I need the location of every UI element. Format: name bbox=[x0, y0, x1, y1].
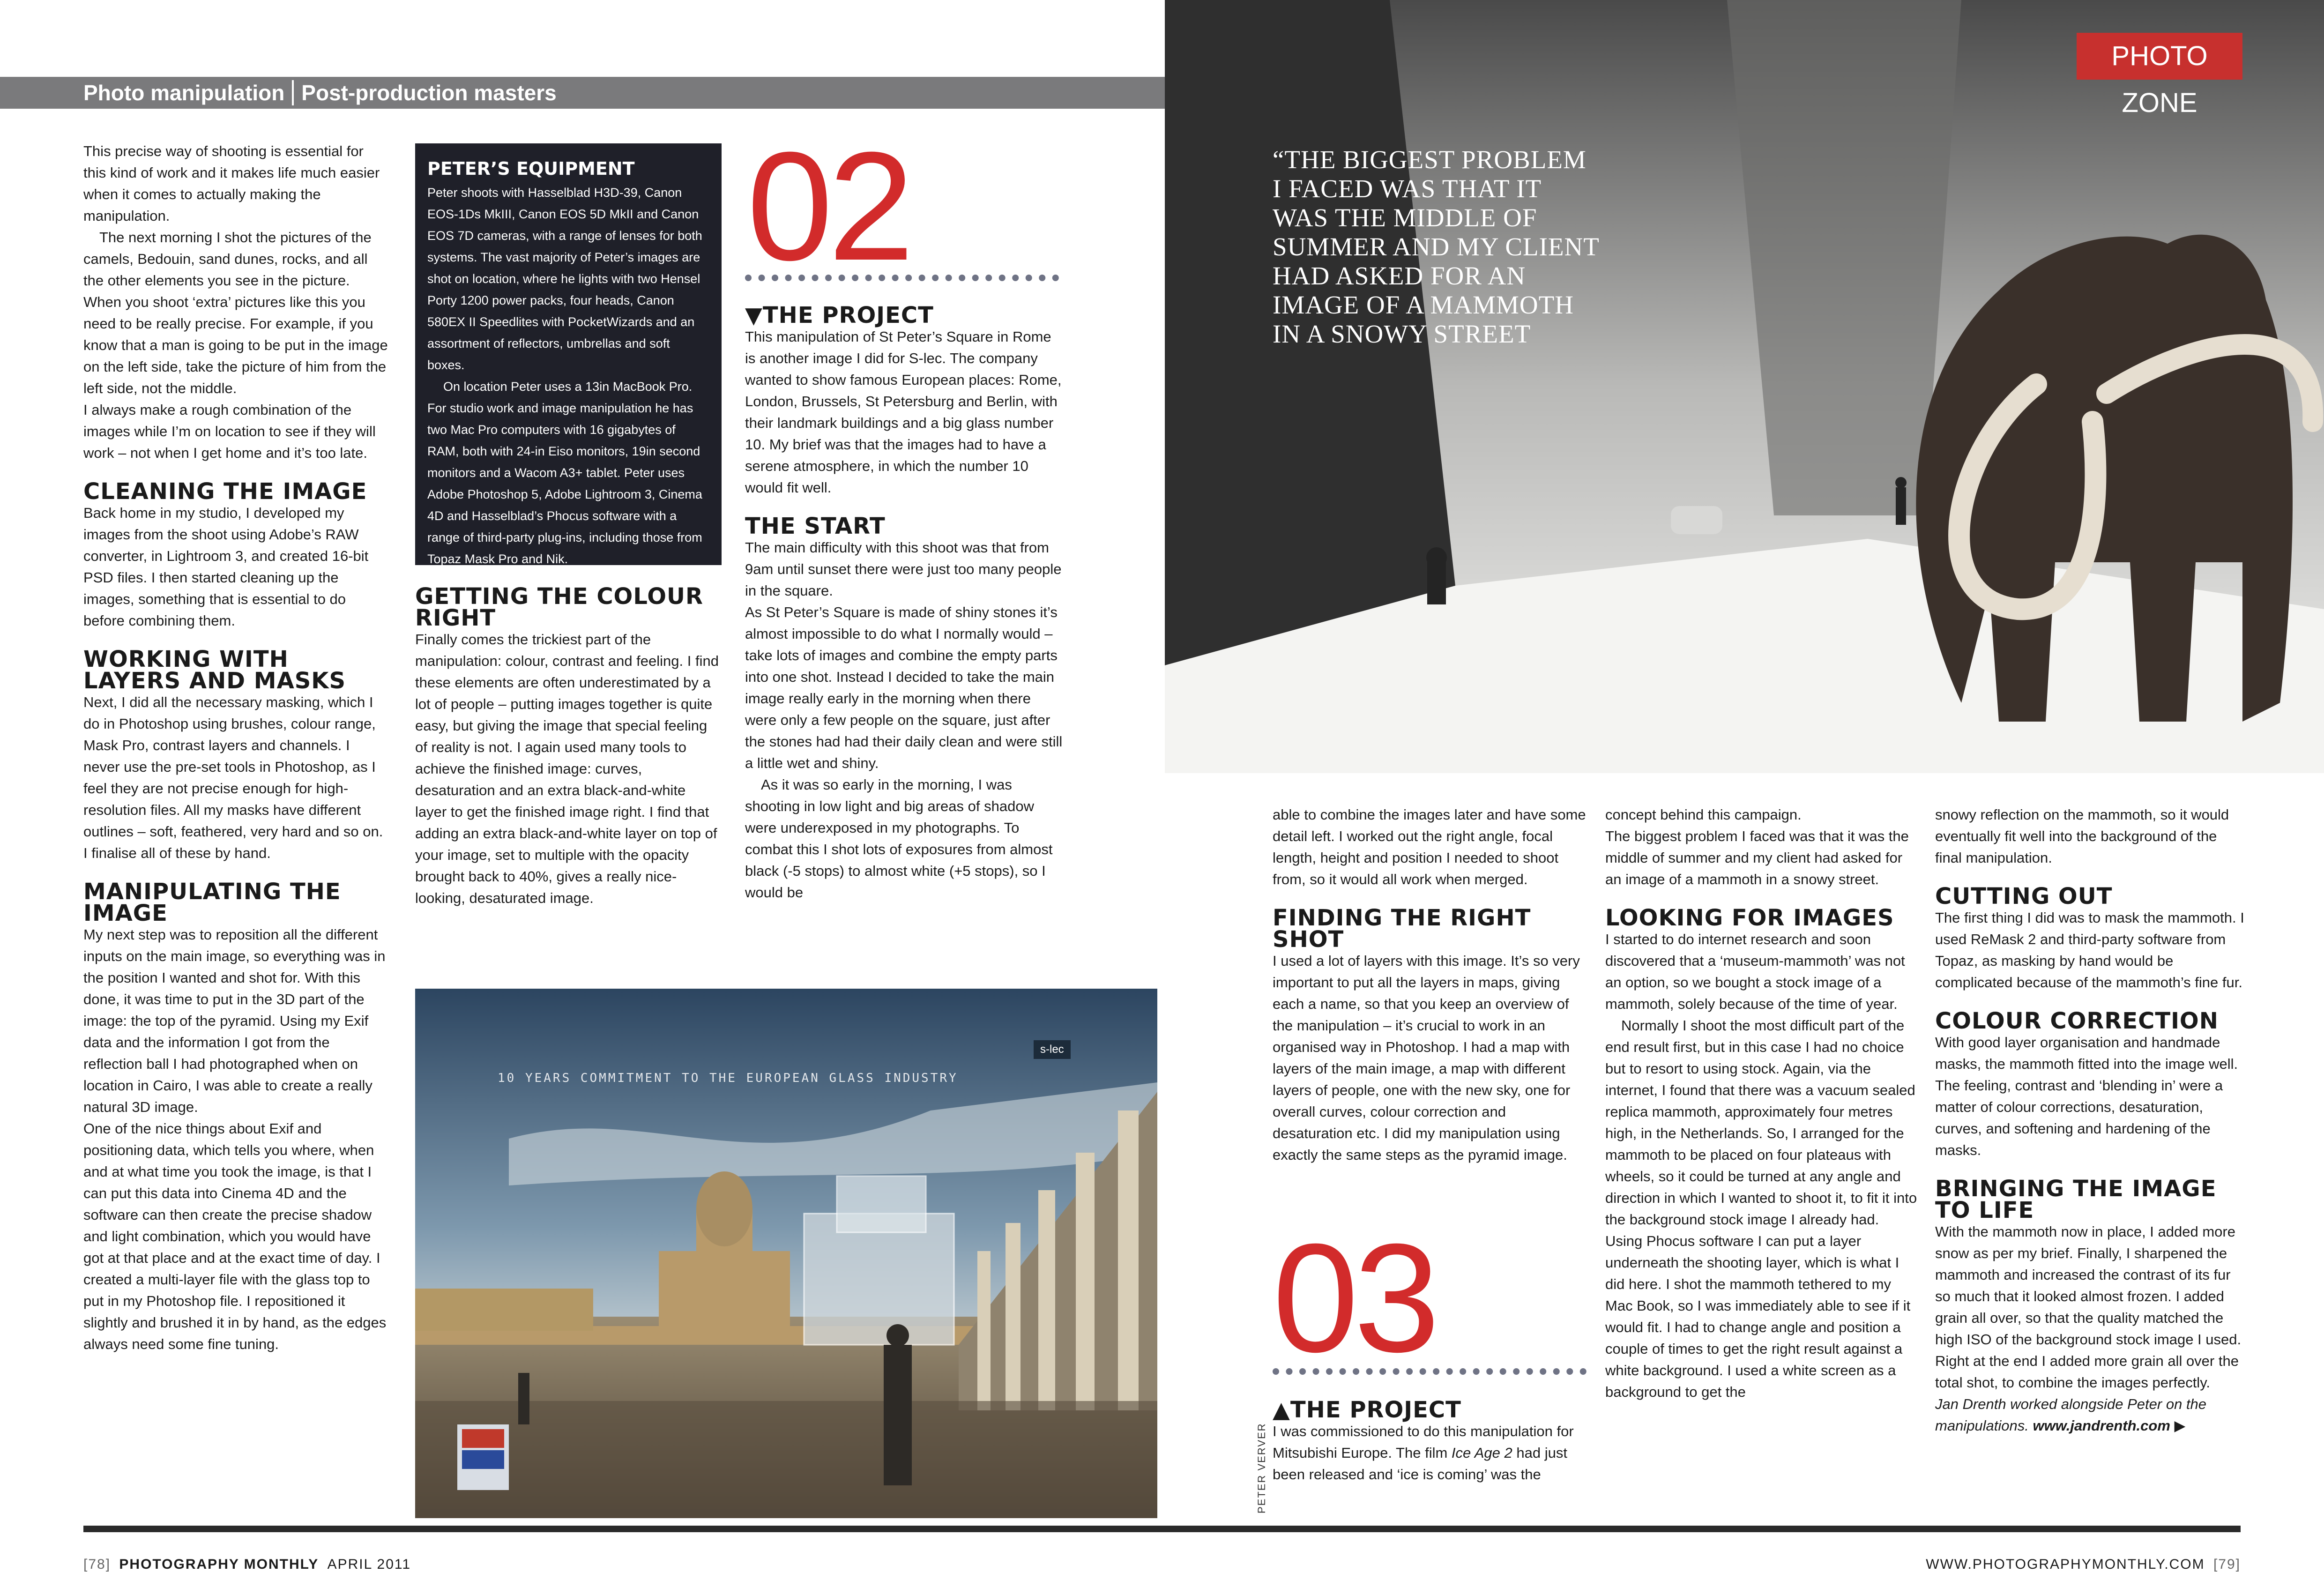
colour-right-text: Finally comes the trickiest part of the manipulation: colour, contrast and feeling. I find these elements are often underestimated by a lot of people – putting images together is quite easy, but giving the image that special feeling of reality is not. I again used many tools to achieve the finished image: curves, desaturation and an extra black-and-white layer to get the finished image right. I find that adding an extra black-and-white layer on top of your image, set to multiple with the opacity brought back to 40%, gives a really nice-looking, desaturated image. bbox=[415, 631, 719, 906]
finding-text: I used a lot of layers with this image. It’s so very important to put all the layers in maps, giving each a name, so that you keep an overview of the manipulation – it’s crucial to work in an organised way in Photoshop. I had a map with layers of the main image, a map with different layers of people, one with the new sky, one for overall curves, colour correction and desaturation etc. I did my manipulation using exactly the same steps as the pyramid image. bbox=[1273, 953, 1580, 1163]
start-text-3: As it was so early in the morning, I was shooting in low light and big areas of shadow were underexposed in my photographs. To combat this I shot lots of exposures from almost black (-5 stops) to almost white (+5 stops), so I would be bbox=[745, 776, 1053, 901]
column-4 bbox=[1273, 804, 1587, 1166]
intro-paragraph-3: I always make a rough combination of the images while I’m on location to see if they will work – not when I get home and it’s too late. bbox=[83, 402, 376, 461]
end-mark-icon: ▶ bbox=[2174, 1417, 2186, 1434]
heading-finding: FINDING THE RIGHT SHOT bbox=[1273, 905, 1531, 953]
col5-text-2: The biggest problem I faced was that it was the middle of summer and my client had asked for an image of a mammoth in a snowy street. bbox=[1605, 828, 1909, 887]
manipulating-text-2: One of the nice things about Exif and positioning data, which tells you where, when and at what time you took the image, is that I can put this data into Cinema 4D and the software can then create the precise shadow and light combination, which you would have got at that place and at the exact time of day. I created a multi-layer file with the glass top to put in my Photoshop file. I repositioned it slightly and brushed it in by hand, as the edges always need some fine tuning. bbox=[83, 1120, 387, 1352]
start-text-1: The main difficulty with this shoot was that from 9am until sunset there were just too many people in the square. bbox=[745, 539, 1062, 599]
equipment-text-2: On location Peter uses a 13in MacBook Pro. For studio work and image manipulation he has two Mac Pro computers with 16 gigabytes of RAM, both with 24-in Eiso monitors, 19in second monitors and a Wacom A3+ tablet. Peter uses Adobe Photoshop 5, Adobe Lightroom 3, Cinema 4D and Hasselblad’s Phocus software with a range of third-party plug-ins, including those from Topaz Mask Pro and Nik. bbox=[427, 380, 702, 566]
intro-paragraph-2: The next morning I shot the pictures of the camels, Bedouin, sand dunes, rocks, and all the other elements you see in the picture. When you shoot ‘extra’ pictures like this you need to be really precise. For example, if you know that a man is going to be put in the image on the left side, take the picture of him from the left side, not the middle. bbox=[83, 229, 388, 396]
dotted-rule bbox=[745, 275, 1059, 281]
bringing-text: With the mammoth now in place, I added more snow as per my brief. Finally, I sharpened the mammoth and increased the contrast of its fur so much that it looked almost frozen. I added grain all over, so that the quality matched the high ISO of the background stock image I used. Right at the end I added more grain all over the total shot, to combine the images perfectly. bbox=[1935, 1223, 2242, 1391]
footer-left bbox=[83, 1557, 411, 1573]
column-5 bbox=[1605, 804, 1919, 1403]
page-number-right: [79] bbox=[2213, 1557, 2241, 1572]
looking-text-1: I started to do internet research and soon discovered that a ‘museum-mammoth’ was not an option, so we bought a stock image of a mammoth, solely because of the time of year. bbox=[1605, 931, 1905, 1012]
byline: Jan Drenth worked alongside Peter on the manipulations. www.jandrenth.com ▶ bbox=[1935, 1396, 2207, 1434]
pull-quote: “THE BIGGEST PROBLEM I FACED WAS THAT IT WAS THE MIDDLE OF SUMMER AND MY CLIENT HAD ASKED FOR AN IMAGE OF A MAMMOTH IN A SNOWY STREET bbox=[1273, 145, 1599, 348]
section-header-label bbox=[83, 77, 557, 109]
heading-cleaning: CLEANING THE IMAGE bbox=[83, 478, 367, 505]
page-number-left: [78] bbox=[83, 1557, 111, 1572]
heading-layers: WORKING WITH LAYERS AND MASKS bbox=[83, 646, 346, 694]
heading-cutting: CUTTING OUT bbox=[1935, 883, 2113, 909]
column-1 bbox=[83, 141, 388, 1355]
col5-continued-text: concept behind this campaign. bbox=[1605, 806, 1802, 823]
number-02: 02 bbox=[747, 119, 910, 292]
dotted-rule-2 bbox=[1273, 1368, 1587, 1375]
cleaning-text: Back home in my studio, I developed my images from the shoot using Adobe’s RAW converter, in Lightroom 3, and created 16-bit PSD files. I then started cleaning up the images, something that is essential to do before combining them. bbox=[83, 505, 369, 629]
col6-continued-text: snowy reflection on the mammoth, so it would eventually fit well into the background of the final manipulation. bbox=[1935, 806, 2229, 866]
heading-project-02: ▼THE PROJECT bbox=[745, 302, 934, 328]
looking-text-2: Normally I shoot the most difficult part of the end result first, but in this case I had no choice but to resort to using stock. Again, via the internet, I found that there was a vacuum sealed replica mammoth, approximately four metres high, in the Netherlands. So, I arranged for the mammoth to be placed on four plateaus with wheels, so it could be turned at any angle and direction in which I wanted to shoot it, to fit it into the background stock image I already had. Using Phocus software I can put a layer underneath the shooting layer, which is what I did here. I shot the mammoth tethered to my Mac Book, so I was immediately able to see if it would fit. I had to change angle and position a couple of times to get the right result against a white background. I used a white screen as a background to get the bbox=[1605, 1017, 1917, 1400]
layers-text: Next, I did all the necessary masking, which I do in Photoshop using brushes, colour range, Mask Pro, contrast layers and channels. I never use the pre-set tools in Photoshop, as I feel they are not precise enough for high-resolution files. All my masks have different outlines – soft, feathered, very hard and so on. I finalise all of these by hand. bbox=[83, 694, 383, 861]
heading-project-03: ▲THE PROJECT bbox=[1273, 1397, 1461, 1423]
section-name: Photo manipulation bbox=[83, 81, 285, 105]
project-03-text: I was commissioned to do this manipulation for Mitsubishi Europe. The film Ice Age 2 had just been released and ‘ice is coming’ was the bbox=[1273, 1423, 1574, 1483]
column-3 bbox=[745, 302, 1064, 903]
heading-colour-correction: COLOUR CORRECTION bbox=[1935, 1008, 2219, 1034]
section-divider bbox=[292, 80, 294, 105]
bottom-rule bbox=[83, 1526, 2241, 1532]
photo-credit: PETER VERVER bbox=[1256, 1423, 1267, 1513]
cutting-text: The first thing I did was to mask the mammoth. I used ReMask 2 and third-party software from Topaz, as masking by hand would be complicated because of the mammoth’s fine fur. bbox=[1935, 909, 2244, 991]
project-02-text: This manipulation of St Peter’s Square in Rome is another image I did for S-lec. The company wanted to show famous European places: Rome, London, Brussels, St Petersburg and Berlin, with their landmark buildings and a big glass number 10. My brief was that the images had to have a serene atmosphere, in which the number 10 would fit well. bbox=[745, 328, 1062, 496]
colour-correction-text: With good layer organisation and handmade masks, the mammoth fitted into the image well. The feeling, contrast and ‘blending in’ were a matter of colour corrections, desaturation, curves, and softening and hardening of the masks. bbox=[1935, 1034, 2238, 1158]
byline-url[interactable]: www.jandrenth.com bbox=[2033, 1417, 2170, 1434]
col4-continued-text: able to combine the images later and have some detail left. I worked out the right angle, focal length, height and position I needed to shoot from, so it would all work when merged. bbox=[1273, 806, 1586, 887]
magazine-name: PHOTOGRAPHY MONTHLY bbox=[119, 1557, 319, 1572]
heading-bringing: BRINGING THE IMAGE TO LIFE bbox=[1935, 1176, 2217, 1223]
heading-colour-right: GETTING THE COLOUR RIGHT bbox=[415, 583, 703, 631]
film-title: Ice Age 2 bbox=[1451, 1445, 1512, 1461]
section-subtitle: Post-production masters bbox=[301, 81, 557, 105]
footer-right bbox=[1926, 1557, 2241, 1573]
rome-illustration bbox=[415, 989, 1157, 1518]
photo-zone-tag: PHOTO ZONE bbox=[2077, 33, 2242, 80]
issue-date: APRIL 2011 bbox=[327, 1557, 411, 1572]
manipulating-text-1: My next step was to reposition all the different inputs on the main image, so everything was in the position I wanted and shot for. With this done, it was time to put in the 3D part of the image: the top of the pyramid. Using my Exif data and the information I got from the reflection ball I had photographed when on location in Cairo, I was able to create a really natural 3D image. bbox=[83, 926, 386, 1115]
column-4-lower bbox=[1273, 1399, 1587, 1485]
heading-start: THE START bbox=[745, 513, 886, 539]
equipment-title: PETER’S EQUIPMENT bbox=[427, 158, 635, 179]
start-text-2: As St Peter’s Square is made of shiny stones it’s almost impossible to do what I normally would – take lots of images and combine the empty parts into one shot. Instead I decided to take the main image really early in the morning when there were only a few people on the square, just after the stones had had their daily clean and were still a little wet and shiny. bbox=[745, 604, 1063, 771]
equipment-text-1: Peter shoots with Hasselblad H3D-39, Canon EOS-1Ds MkIII, Canon EOS 5D MkII and Canon EOS 7D cameras, with a range of lenses for both systems. The vast majority of Peter’s images are shot on location, where he lights with two Hensel Porty 1200 power packs, four heads, Canon 580EX II Speedlites with PocketWizards and an assortment of reflectors, umbrellas and soft boxes. bbox=[427, 186, 702, 372]
column-6 bbox=[1935, 804, 2244, 1437]
website[interactable]: WWW.PHOTOGRAPHYMONTHLY.COM bbox=[1926, 1557, 2205, 1572]
slec-logo: s-lec bbox=[1034, 1040, 1071, 1059]
number-03: 03 bbox=[1273, 1211, 1436, 1384]
column-2 bbox=[415, 583, 720, 909]
rome-banner-text: 10 YEARS COMMITMENT TO THE EUROPEAN GLASS INDUSTRY bbox=[498, 1071, 958, 1085]
st-peters-square-image bbox=[415, 989, 1157, 1518]
equipment-box bbox=[415, 143, 722, 565]
heading-looking: LOOKING FOR IMAGES bbox=[1605, 905, 1894, 931]
intro-paragraph-1: This precise way of shooting is essential for this kind of work and it makes life much easier when it comes to actually making the manipulation. bbox=[83, 143, 380, 224]
heading-manipulating: MANIPULATING THE IMAGE bbox=[83, 879, 341, 926]
